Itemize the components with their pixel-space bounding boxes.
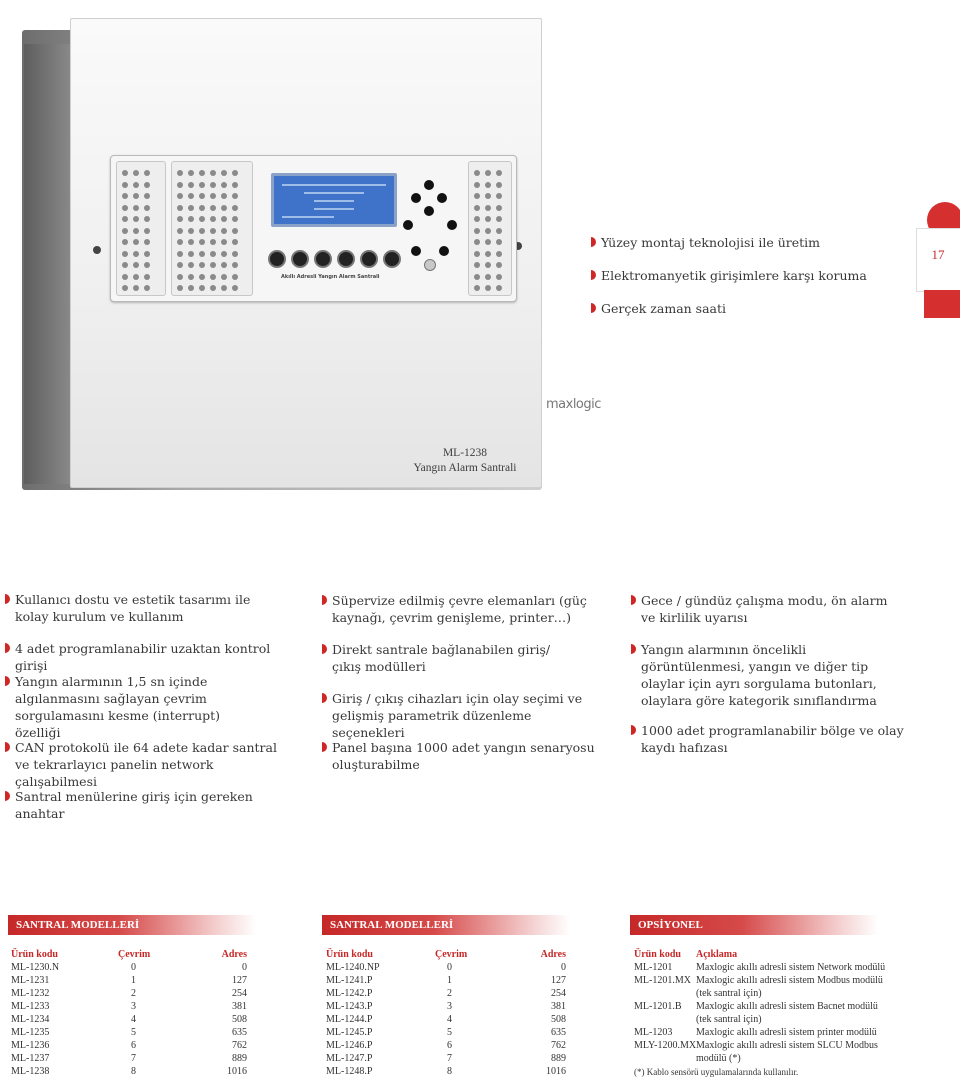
led-indicator: [232, 239, 238, 245]
keypad-button: [447, 220, 457, 230]
led-indicator: [210, 285, 216, 291]
led-indicator: [210, 262, 216, 268]
led-indicator: [199, 239, 205, 245]
table-row: ML-1246.P 6 762: [326, 1040, 566, 1051]
table1: [11, 949, 247, 1079]
led-indicator: [144, 251, 150, 257]
led-indicator: [144, 274, 150, 280]
led-indicator: [188, 285, 194, 291]
led-indicator: [188, 274, 194, 280]
screw-icon: [93, 246, 101, 254]
brand-logo: maxlogic: [546, 397, 601, 412]
led-indicator: [177, 205, 183, 211]
led-indicator: [232, 274, 238, 280]
table-row: ML-1234 4 508: [11, 1014, 247, 1025]
led-indicator: [177, 285, 183, 291]
led-indicator: [133, 170, 139, 176]
table-row: ML-1236 6 762: [11, 1040, 247, 1051]
led-indicator: [144, 216, 150, 222]
led-indicator: [485, 182, 491, 188]
led-indicator: [474, 274, 480, 280]
table-row: ML-1240.NP 0 0: [326, 962, 566, 973]
table-header-row: Ürün kodu Çevrim Adres: [11, 949, 247, 960]
led-indicator: [474, 285, 480, 291]
table-row: modülü (*): [696, 1053, 741, 1064]
led-indicator: [221, 274, 227, 280]
led-indicator: [199, 251, 205, 257]
led-indicator: [485, 170, 491, 176]
led-indicator: [210, 193, 216, 199]
led-indicator: [474, 251, 480, 257]
led-indicator: [221, 216, 227, 222]
function-button: [291, 250, 309, 268]
led-indicator: [122, 216, 128, 222]
led-indicator: [199, 182, 205, 188]
led-indicator: [496, 251, 502, 257]
led-indicator: [496, 205, 502, 211]
arrow-up-icon: [424, 180, 434, 190]
led-indicator: [485, 228, 491, 234]
page-number: 17: [931, 247, 945, 262]
table-header-row: Ürün kodu Çevrim Adres: [326, 949, 566, 960]
led-indicator: [188, 170, 194, 176]
led-indicator: [188, 205, 194, 211]
led-indicator: [144, 182, 150, 188]
led-indicator: [188, 239, 194, 245]
table-row: (tek santral için): [696, 988, 762, 999]
lcd-display: [271, 173, 397, 227]
function-button: [383, 250, 401, 268]
led-indicator: [122, 262, 128, 268]
table-row: ML-1201.B Maxlogic akıllı adresli sistem Bacnet modülü: [634, 1001, 878, 1012]
table3: [634, 949, 914, 1079]
led-indicator: [485, 274, 491, 280]
led-indicator: [177, 251, 183, 257]
zone-led-column-left: [116, 161, 166, 296]
led-indicator: [485, 193, 491, 199]
table-row: ML-1201.MX Maxlogic akıllı adresli sistem Modbus modülü: [634, 975, 883, 986]
led-indicator: [188, 193, 194, 199]
led-indicator: [133, 228, 139, 234]
table-row: ML-1248.P 8 1016: [326, 1066, 566, 1077]
led-indicator: [122, 170, 128, 176]
led-indicator: [122, 193, 128, 199]
keypad-button: [411, 246, 421, 256]
led-indicator: [210, 205, 216, 211]
product-model: ML-1238: [442, 447, 488, 459]
feature-bullet: Elektromanyetik girişimlere karşı koruma: [601, 267, 867, 284]
led-indicator: [177, 262, 183, 268]
table-row: ML-1243.P 3 381: [326, 1001, 566, 1012]
led-indicator: [188, 228, 194, 234]
function-button: [268, 250, 286, 268]
feature-bullet: Direkt santrale bağlanabilen giriş/ çıkış modülleri: [332, 641, 582, 675]
led-indicator: [232, 193, 238, 199]
device-side: [24, 44, 74, 484]
keypad-button: [403, 220, 413, 230]
led-indicator: [221, 205, 227, 211]
led-indicator: [210, 216, 216, 222]
led-indicator: [474, 170, 480, 176]
feature-bullet: CAN protokolü ile 64 adete kadar santral ve tekrarlayıcı panelin network çalışabilmesi: [15, 739, 277, 790]
table2-title: SANTRAL MODELLERİ: [322, 915, 570, 935]
led-indicator: [474, 239, 480, 245]
feature-bullet: Kullanıcı dostu ve estetik tasarımı ile kolay kurulum ve kullanım: [15, 591, 279, 625]
function-button: [360, 250, 378, 268]
table-row: ML-1235 5 635: [11, 1027, 247, 1038]
led-indicator: [188, 251, 194, 257]
led-indicator: [133, 262, 139, 268]
led-indicator: [221, 182, 227, 188]
led-indicator: [188, 182, 194, 188]
led-indicator: [144, 262, 150, 268]
led-indicator: [232, 228, 238, 234]
led-indicator: [210, 170, 216, 176]
led-indicator: [485, 239, 491, 245]
led-indicator: [177, 216, 183, 222]
table-row: ML-1201 Maxlogic akıllı adresli sistem Network modülü: [634, 962, 886, 973]
led-indicator: [199, 193, 205, 199]
led-indicator: [133, 205, 139, 211]
led-indicator: [144, 170, 150, 176]
led-indicator: [122, 228, 128, 234]
led-indicator: [188, 216, 194, 222]
arrow-left-icon: [411, 193, 421, 203]
product-name: Yangın Alarm Santrali: [413, 462, 517, 474]
table-row: ML-1230.N 0 0: [11, 962, 247, 973]
led-indicator: [496, 262, 502, 268]
table1-title: SANTRAL MODELLERİ: [8, 915, 256, 935]
led-indicator: [221, 170, 227, 176]
control-panel: [110, 155, 517, 302]
led-indicator: [144, 205, 150, 211]
table-row: ML-1231 1 127: [11, 975, 247, 986]
table-row: (tek santral için): [696, 1014, 762, 1025]
led-indicator: [232, 182, 238, 188]
table-row: MLY-1200.MX Maxlogic akıllı adresli sistem SLCU Modbus: [634, 1040, 878, 1051]
table-row: ML-1247.P 7 889: [326, 1053, 566, 1064]
table-row: ML-1203 Maxlogic akıllı adresli sistem printer modülü: [634, 1027, 877, 1038]
feature-bullet: 1000 adet programlanabilir bölge ve olay kaydı hafızası: [641, 722, 907, 756]
led-indicator: [496, 274, 502, 280]
led-indicator: [177, 228, 183, 234]
page-tab-bar: [924, 290, 960, 318]
led-indicator: [133, 274, 139, 280]
table3-title: OPSİYONEL: [630, 915, 878, 935]
feature-bullet: Yangın alarmının öncelikli görüntülenmesi, yangın ve diğer tip olaylar için ayrı sorgulama butonları, olaylara göre kategorik sınıflandırma: [641, 641, 907, 709]
led-indicator: [221, 239, 227, 245]
led-indicator: [133, 182, 139, 188]
led-indicator: [485, 262, 491, 268]
table-row: ML-1238 8 1016: [11, 1066, 247, 1077]
led-indicator: [188, 262, 194, 268]
led-indicator: [232, 262, 238, 268]
table-row: ML-1237 7 889: [11, 1053, 247, 1064]
led-indicator: [144, 239, 150, 245]
led-indicator: [485, 205, 491, 211]
led-indicator: [210, 228, 216, 234]
led-indicator: [133, 285, 139, 291]
led-indicator: [474, 262, 480, 268]
led-indicator: [496, 193, 502, 199]
arrow-right-icon: [437, 193, 447, 203]
feature-bullet: Gece / gündüz çalışma modu, ön alarm ve kirlilik uyarısı: [641, 592, 905, 626]
led-indicator: [496, 239, 502, 245]
led-indicator: [474, 182, 480, 188]
led-indicator: [210, 274, 216, 280]
led-indicator: [199, 228, 205, 234]
table-row: ML-1244.P 4 508: [326, 1014, 566, 1025]
led-indicator: [177, 193, 183, 199]
led-indicator: [232, 285, 238, 291]
led-indicator: [177, 274, 183, 280]
led-indicator: [122, 205, 128, 211]
led-indicator: [133, 216, 139, 222]
led-indicator: [232, 170, 238, 176]
led-indicator: [199, 205, 205, 211]
panel-label: Akıllı Adresli Yangın Alarm Santrali: [281, 274, 380, 280]
led-indicator: [221, 228, 227, 234]
led-indicator: [496, 285, 502, 291]
led-indicator: [210, 239, 216, 245]
feature-bullet: Gerçek zaman saati: [601, 300, 726, 317]
led-indicator: [232, 205, 238, 211]
feature-bullet: 4 adet programlanabilir uzaktan kontrol girişi: [15, 640, 287, 674]
table-row: ML-1245.P 5 635: [326, 1027, 566, 1038]
led-indicator: [122, 239, 128, 245]
led-indicator: [133, 193, 139, 199]
product-caption: [370, 446, 560, 476]
led-indicator: [485, 251, 491, 257]
led-indicator: [474, 228, 480, 234]
led-indicator: [177, 182, 183, 188]
led-indicator: [144, 285, 150, 291]
led-indicator: [133, 251, 139, 257]
led-indicator: [122, 285, 128, 291]
led-indicator: [485, 285, 491, 291]
led-indicator: [232, 251, 238, 257]
led-indicator: [221, 193, 227, 199]
function-button: [337, 250, 355, 268]
status-led-column: [171, 161, 253, 296]
table-header-row: Ürün kodu Açıklama: [634, 949, 738, 960]
feature-bullet: Giriş / çıkış cihazları için olay seçimi ve gelişmiş parametrik düzenleme seçenekleri: [332, 690, 594, 741]
table-row: ML-1241.P 1 127: [326, 975, 566, 986]
led-indicator: [496, 170, 502, 176]
led-indicator: [496, 182, 502, 188]
led-indicator: [199, 216, 205, 222]
led-indicator: [496, 228, 502, 234]
function-button: [314, 250, 332, 268]
led-indicator: [122, 182, 128, 188]
feature-bullet: Santral menülerine giriş için gereken anahtar: [15, 788, 295, 822]
led-indicator: [221, 285, 227, 291]
key-icon: [424, 259, 436, 271]
zone-led-column-right: [468, 161, 512, 296]
table-row: ML-1232 2 254: [11, 988, 247, 999]
led-indicator: [122, 251, 128, 257]
led-indicator: [496, 216, 502, 222]
feature-bullet: Panel başına 1000 adet yangın senaryosu oluşturabilme: [332, 739, 598, 773]
led-indicator: [122, 274, 128, 280]
table-note: (*) Kablo sensörü uygulamalarında kullanılır.: [634, 1067, 799, 1077]
led-indicator: [210, 251, 216, 257]
table-row: ML-1233 3 381: [11, 1001, 247, 1012]
feature-bullet: Yangın alarmının 1,5 sn içinde algılanmasını sağlayan çevrim sorgulamasını kesme (interrupt) özelliği: [15, 673, 265, 741]
led-indicator: [474, 193, 480, 199]
led-indicator: [221, 251, 227, 257]
led-indicator: [221, 262, 227, 268]
led-indicator: [144, 228, 150, 234]
table-row: ML-1242.P 2 254: [326, 988, 566, 999]
table2: [326, 949, 566, 1079]
led-indicator: [474, 205, 480, 211]
feature-bullet: Süpervize edilmiş çevre elemanları (güç kaynağı, çevrim genişleme, printer…): [332, 592, 602, 626]
led-indicator: [199, 262, 205, 268]
led-indicator: [177, 239, 183, 245]
led-indicator: [199, 285, 205, 291]
arrow-down-icon: [424, 206, 434, 216]
led-indicator: [199, 170, 205, 176]
led-indicator: [133, 239, 139, 245]
led-indicator: [485, 216, 491, 222]
led-indicator: [144, 193, 150, 199]
led-indicator: [177, 170, 183, 176]
led-indicator: [232, 216, 238, 222]
keypad-button: [439, 246, 449, 256]
feature-bullet: Yüzey montaj teknolojisi ile üretim: [601, 234, 820, 251]
led-indicator: [199, 274, 205, 280]
led-indicator: [210, 182, 216, 188]
led-indicator: [474, 216, 480, 222]
